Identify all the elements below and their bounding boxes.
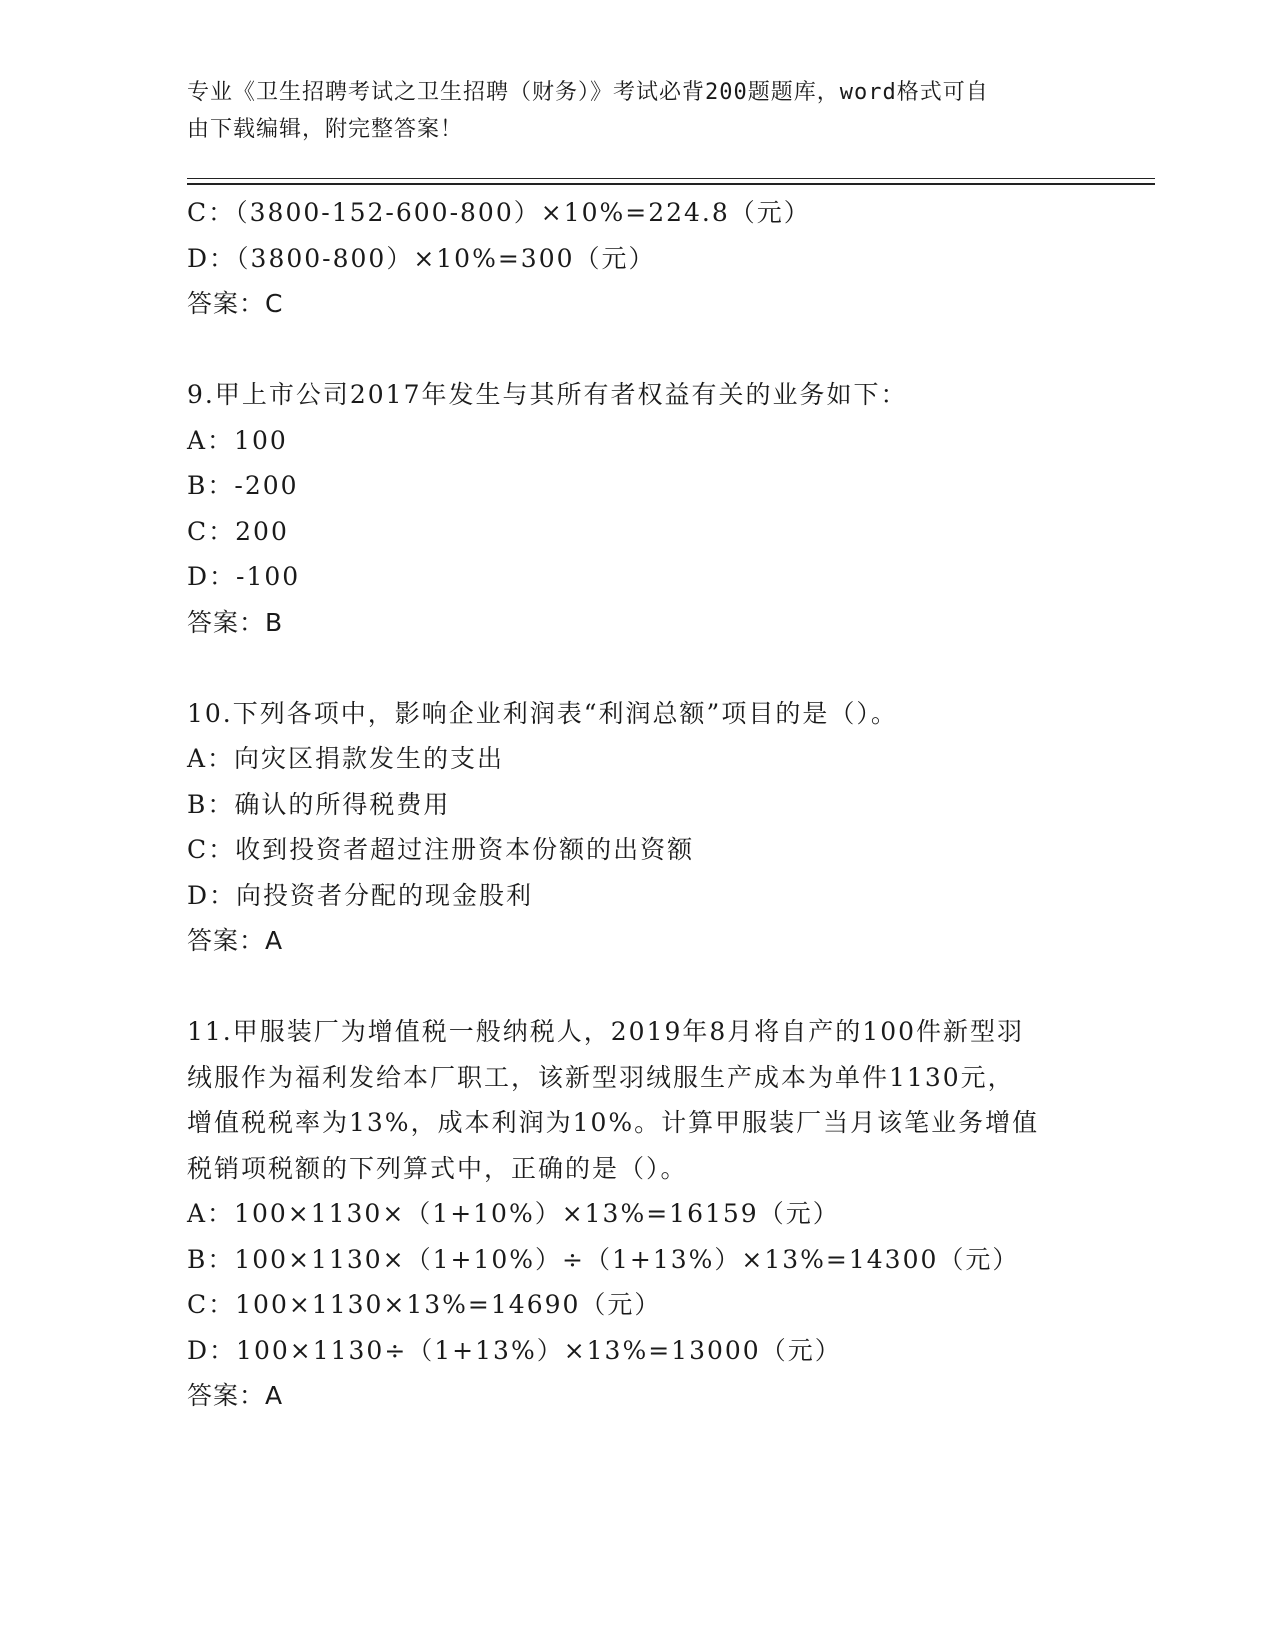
- question-line: B：-200: [187, 471, 299, 500]
- question-line: C：100×1130×13%=14690（元）: [187, 1290, 662, 1319]
- question-line: C：（3800-152-600-800）×10%=224.8（元）: [187, 198, 811, 227]
- question-line: 税销项税额的下列算式中，正确的是（）。: [187, 1153, 688, 1183]
- question-line: A：向灾区捐款发生的支出: [187, 744, 505, 773]
- blank-line: [187, 327, 1087, 373]
- answer-line: 答案：B: [187, 607, 284, 637]
- blank-line: [187, 964, 1087, 1010]
- header-line-2: 由下载编辑，附完整答案！: [187, 117, 464, 142]
- question-line: 9.甲上市公司2017年发生与其所有者权益有关的业务如下：: [187, 380, 908, 409]
- question-line: B：确认的所得税费用: [187, 789, 451, 819]
- question-content: [187, 190, 1087, 1419]
- question-line: C：收到投资者超过注册资本份额的出资额: [187, 835, 695, 864]
- answer-line: 答案：A: [187, 1381, 284, 1410]
- header-line-1: 专业《卫生招聘考试之卫生招聘（财务）》考试必背200题题库，word格式可自: [187, 80, 989, 105]
- question-line: A：100: [187, 425, 288, 455]
- question-line: D：向投资者分配的现金股利: [187, 880, 534, 910]
- question-line: D：（3800-800）×10%=300（元）: [187, 243, 656, 273]
- blank-line: [187, 645, 1087, 691]
- question-line: D：100×1130÷（1+13%）×13%=13000（元）: [187, 1335, 842, 1365]
- answer-line: 答案：C: [187, 289, 284, 318]
- question-line: 10.下列各项中，影响企业利润表“利润总额”项目的是（）。: [187, 698, 898, 728]
- question-line: 11.甲服装厂为增值税一般纳税人，2019年8月将自产的100件新型羽: [187, 1017, 1025, 1046]
- question-line: A：100×1130×（1+10%）×13%=16159（元）: [187, 1199, 840, 1228]
- question-line: C：200: [187, 516, 289, 546]
- question-line: B：100×1130×（1+10%）÷（1+13%）×13%=14300（元）: [187, 1244, 1020, 1274]
- header-divider-thick: [187, 183, 1155, 185]
- question-line: 绒服作为福利发给本厂职工，该新型羽绒服生产成本为单件1130元，: [187, 1062, 1015, 1092]
- document-header: [187, 74, 1087, 148]
- answer-line: 答案：A: [187, 926, 284, 955]
- header-divider-thin: [187, 178, 1155, 179]
- question-line: D：-100: [187, 562, 301, 591]
- question-line: 增值税税率为13%，成本利润为10%。计算甲服装厂当月该笔业务增值: [187, 1108, 1040, 1137]
